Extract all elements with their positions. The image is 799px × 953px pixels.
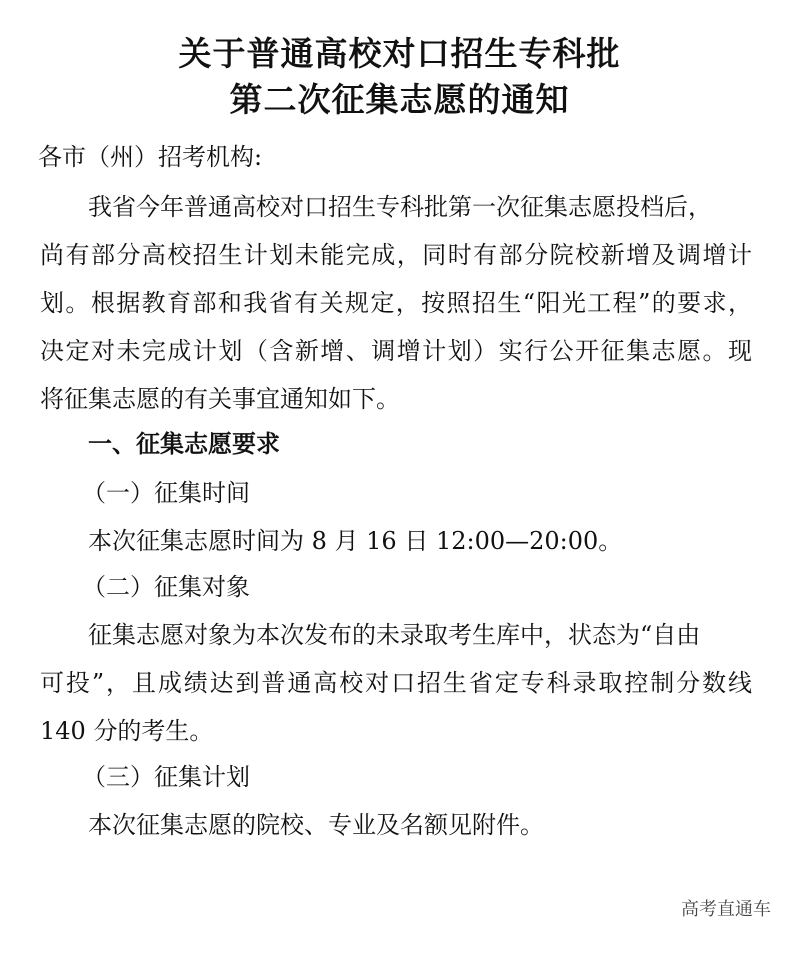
subsection-2-line-3: 140 分的考生。 (40, 717, 214, 745)
intro-line-1: 我省今年普通高校对口招生专科批第一次征集志愿投档后， (88, 193, 712, 221)
intro-line-2: 尚有部分高校招生计划未能完成，同时有部分院校新增及调增计 (40, 241, 752, 269)
subsection-2-line-1: 征集志愿对象为本次发布的未录取考生库中，状态为“自由 (88, 621, 701, 649)
watermark: 高考直通车 (681, 899, 771, 920)
subsection-2-line-2: 可投”，且成绩达到普通高校对口招生省定专科录取控制分数线 (40, 669, 752, 697)
title-line-1: 关于普通高校对口招生专科批 (178, 34, 621, 73)
section-1-heading: 一、征集志愿要求 (88, 430, 280, 458)
intro-line-5: 将征集志愿的有关事宜通知如下。 (40, 385, 400, 413)
subsection-1-text: 本次征集志愿时间为 8 月 16 日 12:00—20:00。 (88, 527, 623, 555)
intro-line-3: 划。根据教育部和我省有关规定，按照招生“阳光工程”的要求， (40, 289, 752, 317)
salutation: 各市（州）招考机构: (38, 143, 263, 171)
subsection-2-heading: （二）征集对象 (82, 573, 250, 601)
title-line-2: 第二次征集志愿的通知 (229, 80, 570, 119)
subsection-3-heading: （三）征集计划 (82, 763, 250, 791)
subsection-3-text: 本次征集志愿的院校、专业及名额见附件。 (88, 811, 544, 839)
intro-line-4: 决定对未完成计划（含新增、调增计划）实行公开征集志愿。现 (40, 337, 752, 365)
subsection-1-heading: （一）征集时间 (82, 479, 250, 507)
